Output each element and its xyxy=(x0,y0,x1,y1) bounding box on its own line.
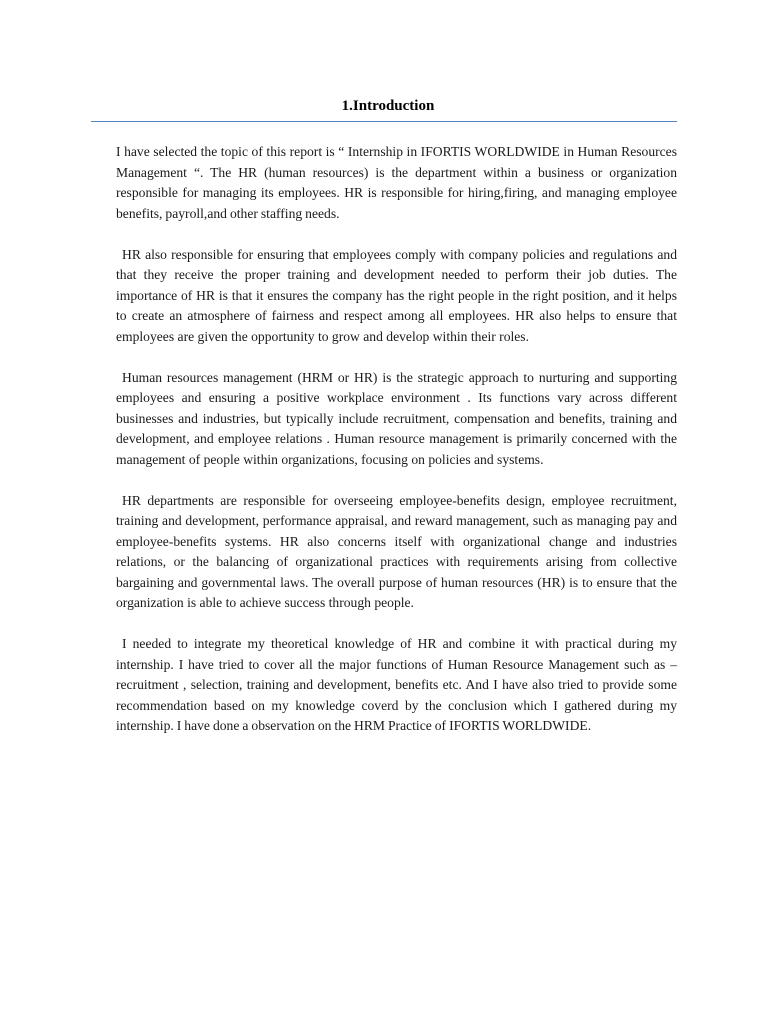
paragraph-internship: I needed to integrate my theoretical knowledge of HR and combine it with practical during my internship. I have tried to cover all the major functions of Human Resource Management such as – recruitment , selection, training and development, benefits etc. And I have also tried to provide some recommendation based on my knowledge coverd by the conclusion which I gathered during my internship. I have done a observation on the HRM Practice of IFORTIS WORLDWIDE. xyxy=(116,636,677,733)
body-text xyxy=(116,142,677,757)
section-heading: 1.Introduction xyxy=(341,98,435,114)
paragraph-hr-responsibility: HR also responsible for ensuring that employees comply with company policies and regulations and that they receive the proper training and development needed to perform their job duties. The importance of HR is that it ensures the company has the right people in the right position, and it helps to create an atmosphere of fairness and respect among all employees. HR also helps to ensure that employees are given the opportunity to grow and develop within their roles. xyxy=(116,246,677,344)
paragraph-hr-departments: HR departments are responsible for overseeing employee-benefits design, employee recruitment, training and development, performance appraisal, and reward management, such as managing pay and employee-benefits systems. HR also concerns itself with organizational change and industries relations, or the balancing of organizational practices with requirements arising from collective bargaining and governmental laws. The overall purpose of human resources (HR) is to ensure that the organization is able to achieve success through people. xyxy=(116,492,677,610)
paragraph-intro: I have selected the topic of this report is “ Internship in IFORTIS WORLDWIDE in Human Resources Management “. The HR (human resources) is the department within a business or organization responsible for managing its employees. HR is responsible for hiring,firing, and managing employee benefits, payroll,and other staffing needs. xyxy=(116,144,677,221)
paragraph-hrm-definition: Human resources management (HRM or HR) is the strategic approach to nurturing and supporting employees and ensuring a positive workplace environment . Its functions vary across different businesses and industries, but typically include recruitment, compensation and benefits, training and development, and employee relations . Human resource management is primarily concerned with the management of people within organizations, focusing on policies and systems. xyxy=(116,369,677,467)
heading-underline xyxy=(91,121,677,122)
